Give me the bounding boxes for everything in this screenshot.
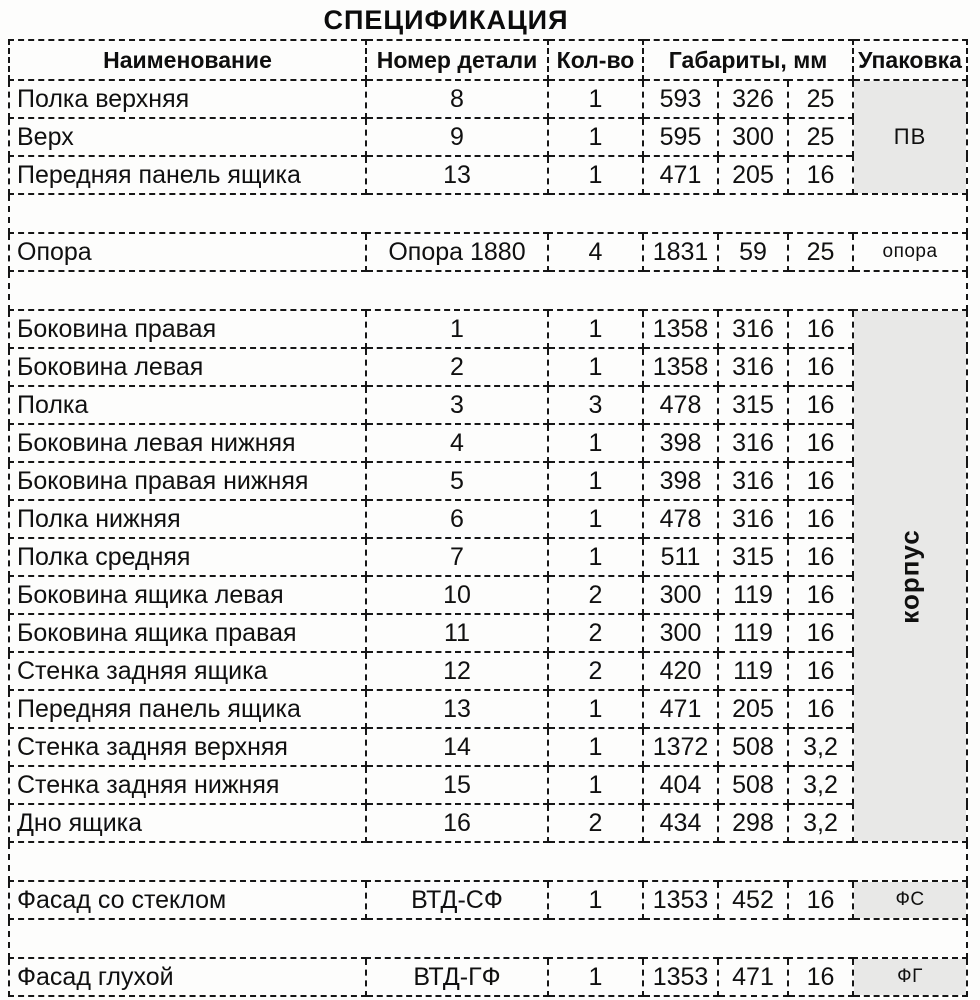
dimension-cell: 316 xyxy=(718,500,788,538)
part-number-cell: 9 xyxy=(366,118,548,156)
header-quantity: Кол-во xyxy=(548,40,643,80)
dimension-cell: 16 xyxy=(788,690,853,728)
dimension-cell: 508 xyxy=(718,728,788,766)
part-number-cell: 1 xyxy=(366,310,548,348)
packaging-cell xyxy=(853,881,967,919)
dimension-cell: 16 xyxy=(788,500,853,538)
dimension-cell: 16 xyxy=(788,386,853,424)
spec-row xyxy=(9,576,967,614)
packaging-label: ПВ xyxy=(893,124,927,149)
quantity-cell: 1 xyxy=(548,348,643,386)
spacer-row xyxy=(9,919,967,958)
dimension-cell: 1831 xyxy=(643,233,718,271)
spacer-row xyxy=(9,194,967,233)
spec-row xyxy=(9,348,967,386)
dimension-cell: 16 xyxy=(788,538,853,576)
spacer-row xyxy=(9,271,967,310)
dimension-cell: 315 xyxy=(718,386,788,424)
dimension-cell: 471 xyxy=(643,156,718,194)
part-number-cell: 7 xyxy=(366,538,548,576)
spec-row xyxy=(9,804,967,842)
header-name: Наименование xyxy=(9,40,366,80)
dimension-cell: 16 xyxy=(788,881,853,919)
quantity-cell: 1 xyxy=(548,690,643,728)
dimension-cell: 205 xyxy=(718,690,788,728)
header-row xyxy=(9,40,967,80)
part-number-cell: 6 xyxy=(366,500,548,538)
part-name-cell: Стенка задняя верхняя xyxy=(9,728,366,766)
dimension-cell: 300 xyxy=(643,576,718,614)
dimension-cell: 1372 xyxy=(643,728,718,766)
part-number-cell: Опора 1880 xyxy=(366,233,548,271)
dimension-cell: 25 xyxy=(788,80,853,118)
packaging-label: корпус xyxy=(894,528,925,624)
quantity-cell: 2 xyxy=(548,576,643,614)
spec-row xyxy=(9,233,967,271)
page-title: СПЕЦИФИКАЦИЯ xyxy=(323,5,569,35)
part-name-cell: Полка xyxy=(9,386,366,424)
dimension-cell: 59 xyxy=(718,233,788,271)
quantity-cell: 3 xyxy=(548,386,643,424)
dimension-cell: 420 xyxy=(643,652,718,690)
quantity-cell: 4 xyxy=(548,233,643,271)
dimension-cell: 316 xyxy=(718,462,788,500)
spec-row xyxy=(9,156,967,194)
part-name-cell: Фасад глухой xyxy=(9,958,366,996)
dimension-cell: 434 xyxy=(643,804,718,842)
packaging-cell xyxy=(853,233,967,271)
dimension-cell: 205 xyxy=(718,156,788,194)
dimension-cell: 316 xyxy=(718,348,788,386)
dimension-cell: 398 xyxy=(643,424,718,462)
spec-row xyxy=(9,690,967,728)
quantity-cell: 1 xyxy=(548,118,643,156)
spec-row xyxy=(9,386,967,424)
part-number-cell: 10 xyxy=(366,576,548,614)
quantity-cell: 2 xyxy=(548,804,643,842)
spec-row xyxy=(9,80,967,118)
dimension-cell: 1358 xyxy=(643,348,718,386)
header-part-number: Номер детали xyxy=(366,40,548,80)
packaging-cell xyxy=(853,310,967,842)
part-name-cell: Боковина правая нижняя xyxy=(9,462,366,500)
quantity-cell: 1 xyxy=(548,310,643,348)
dimension-cell: 452 xyxy=(718,881,788,919)
part-name-cell: Дно ящика xyxy=(9,804,366,842)
dimension-cell: 16 xyxy=(788,310,853,348)
spacer-cell xyxy=(9,842,967,881)
part-name-cell: Боковина левая нижняя xyxy=(9,424,366,462)
spec-table-body xyxy=(9,80,967,996)
part-name-cell: Боковина левая xyxy=(9,348,366,386)
quantity-cell: 1 xyxy=(548,156,643,194)
spacer-cell xyxy=(9,271,967,310)
spec-row xyxy=(9,462,967,500)
packaging-label: ФГ xyxy=(897,966,923,987)
quantity-cell: 1 xyxy=(548,80,643,118)
part-name-cell: Фасад со стеклом xyxy=(9,881,366,919)
part-name-cell: Передняя панель ящика xyxy=(9,690,366,728)
quantity-cell: 1 xyxy=(548,500,643,538)
part-number-cell: 13 xyxy=(366,690,548,728)
spec-row xyxy=(9,614,967,652)
dimension-cell: 1353 xyxy=(643,958,718,996)
dimension-cell: 471 xyxy=(643,690,718,728)
part-number-cell: 13 xyxy=(366,156,548,194)
dimension-cell: 316 xyxy=(718,424,788,462)
dimension-cell: 119 xyxy=(718,576,788,614)
spacer-row xyxy=(9,842,967,881)
dimension-cell: 16 xyxy=(788,576,853,614)
dimension-cell: 404 xyxy=(643,766,718,804)
spec-row xyxy=(9,424,967,462)
part-number-cell: 15 xyxy=(366,766,548,804)
part-number-cell: 8 xyxy=(366,80,548,118)
quantity-cell: 1 xyxy=(548,958,643,996)
header-packaging: Упаковка xyxy=(853,40,967,80)
spec-row xyxy=(9,118,967,156)
dimension-cell: 593 xyxy=(643,80,718,118)
spec-row xyxy=(9,958,967,996)
dimension-cell: 25 xyxy=(788,233,853,271)
dimension-cell: 511 xyxy=(643,538,718,576)
dimension-cell: 1353 xyxy=(643,881,718,919)
dimension-cell: 16 xyxy=(788,462,853,500)
part-name-cell: Стенка задняя нижняя xyxy=(9,766,366,804)
spec-row xyxy=(9,766,967,804)
packaging-label: ФС xyxy=(895,889,925,910)
dimension-cell: 315 xyxy=(718,538,788,576)
part-name-cell: Передняя панель ящика xyxy=(9,156,366,194)
dimension-cell: 16 xyxy=(788,958,853,996)
dimension-cell: 16 xyxy=(788,614,853,652)
quantity-cell: 2 xyxy=(548,614,643,652)
dimension-cell: 25 xyxy=(788,118,853,156)
dimension-cell: 326 xyxy=(718,80,788,118)
part-number-cell: ВТД-ГФ xyxy=(366,958,548,996)
part-name-cell: Полка средняя xyxy=(9,538,366,576)
packaging-cell xyxy=(853,958,967,996)
dimension-cell: 16 xyxy=(788,348,853,386)
part-name-cell: Полка верхняя xyxy=(9,80,366,118)
part-number-cell: 5 xyxy=(366,462,548,500)
spec-row xyxy=(9,310,967,348)
spacer-cell xyxy=(9,194,967,233)
part-number-cell: 4 xyxy=(366,424,548,462)
spacer-cell xyxy=(9,919,967,958)
dimension-cell: 119 xyxy=(718,652,788,690)
dimension-cell: 300 xyxy=(643,614,718,652)
quantity-cell: 1 xyxy=(548,881,643,919)
dimension-cell: 595 xyxy=(643,118,718,156)
part-number-cell: ВТД-СФ xyxy=(366,881,548,919)
dimension-cell: 398 xyxy=(643,462,718,500)
dimension-cell: 300 xyxy=(718,118,788,156)
dimension-cell: 3,2 xyxy=(788,728,853,766)
part-number-cell: 2 xyxy=(366,348,548,386)
quantity-cell: 1 xyxy=(548,424,643,462)
part-number-cell: 12 xyxy=(366,652,548,690)
dimension-cell: 3,2 xyxy=(788,766,853,804)
dimension-cell: 508 xyxy=(718,766,788,804)
part-name-cell: Опора xyxy=(9,233,366,271)
part-name-cell: Боковина правая xyxy=(9,310,366,348)
quantity-cell: 1 xyxy=(548,538,643,576)
spec-table xyxy=(8,39,968,997)
dimension-cell: 3,2 xyxy=(788,804,853,842)
dimension-cell: 119 xyxy=(718,614,788,652)
dimension-cell: 16 xyxy=(788,156,853,194)
part-name-cell: Полка нижняя xyxy=(9,500,366,538)
dimension-cell: 16 xyxy=(788,424,853,462)
dimension-cell: 298 xyxy=(718,804,788,842)
spec-row xyxy=(9,538,967,576)
dimension-cell: 478 xyxy=(643,386,718,424)
quantity-cell: 1 xyxy=(548,728,643,766)
part-number-cell: 11 xyxy=(366,614,548,652)
dimension-cell: 471 xyxy=(718,958,788,996)
part-number-cell: 16 xyxy=(366,804,548,842)
dimension-cell: 316 xyxy=(718,310,788,348)
header-dimensions: Габариты, мм xyxy=(643,40,853,80)
part-number-cell: 14 xyxy=(366,728,548,766)
quantity-cell: 2 xyxy=(548,652,643,690)
spec-row xyxy=(9,881,967,919)
part-name-cell: Боковина ящика правая xyxy=(9,614,366,652)
part-name-cell: Верх xyxy=(9,118,366,156)
packaging-cell xyxy=(853,80,967,194)
quantity-cell: 1 xyxy=(548,766,643,804)
packaging-label: опора xyxy=(882,241,938,262)
dimension-cell: 478 xyxy=(643,500,718,538)
part-number-cell: 3 xyxy=(366,386,548,424)
part-name-cell: Стенка задняя ящика xyxy=(9,652,366,690)
part-name-cell: Боковина ящика левая xyxy=(9,576,366,614)
spec-row xyxy=(9,728,967,766)
dimension-cell: 16 xyxy=(788,652,853,690)
spec-row xyxy=(9,652,967,690)
spec-row xyxy=(9,500,967,538)
dimension-cell: 1358 xyxy=(643,310,718,348)
quantity-cell: 1 xyxy=(548,462,643,500)
